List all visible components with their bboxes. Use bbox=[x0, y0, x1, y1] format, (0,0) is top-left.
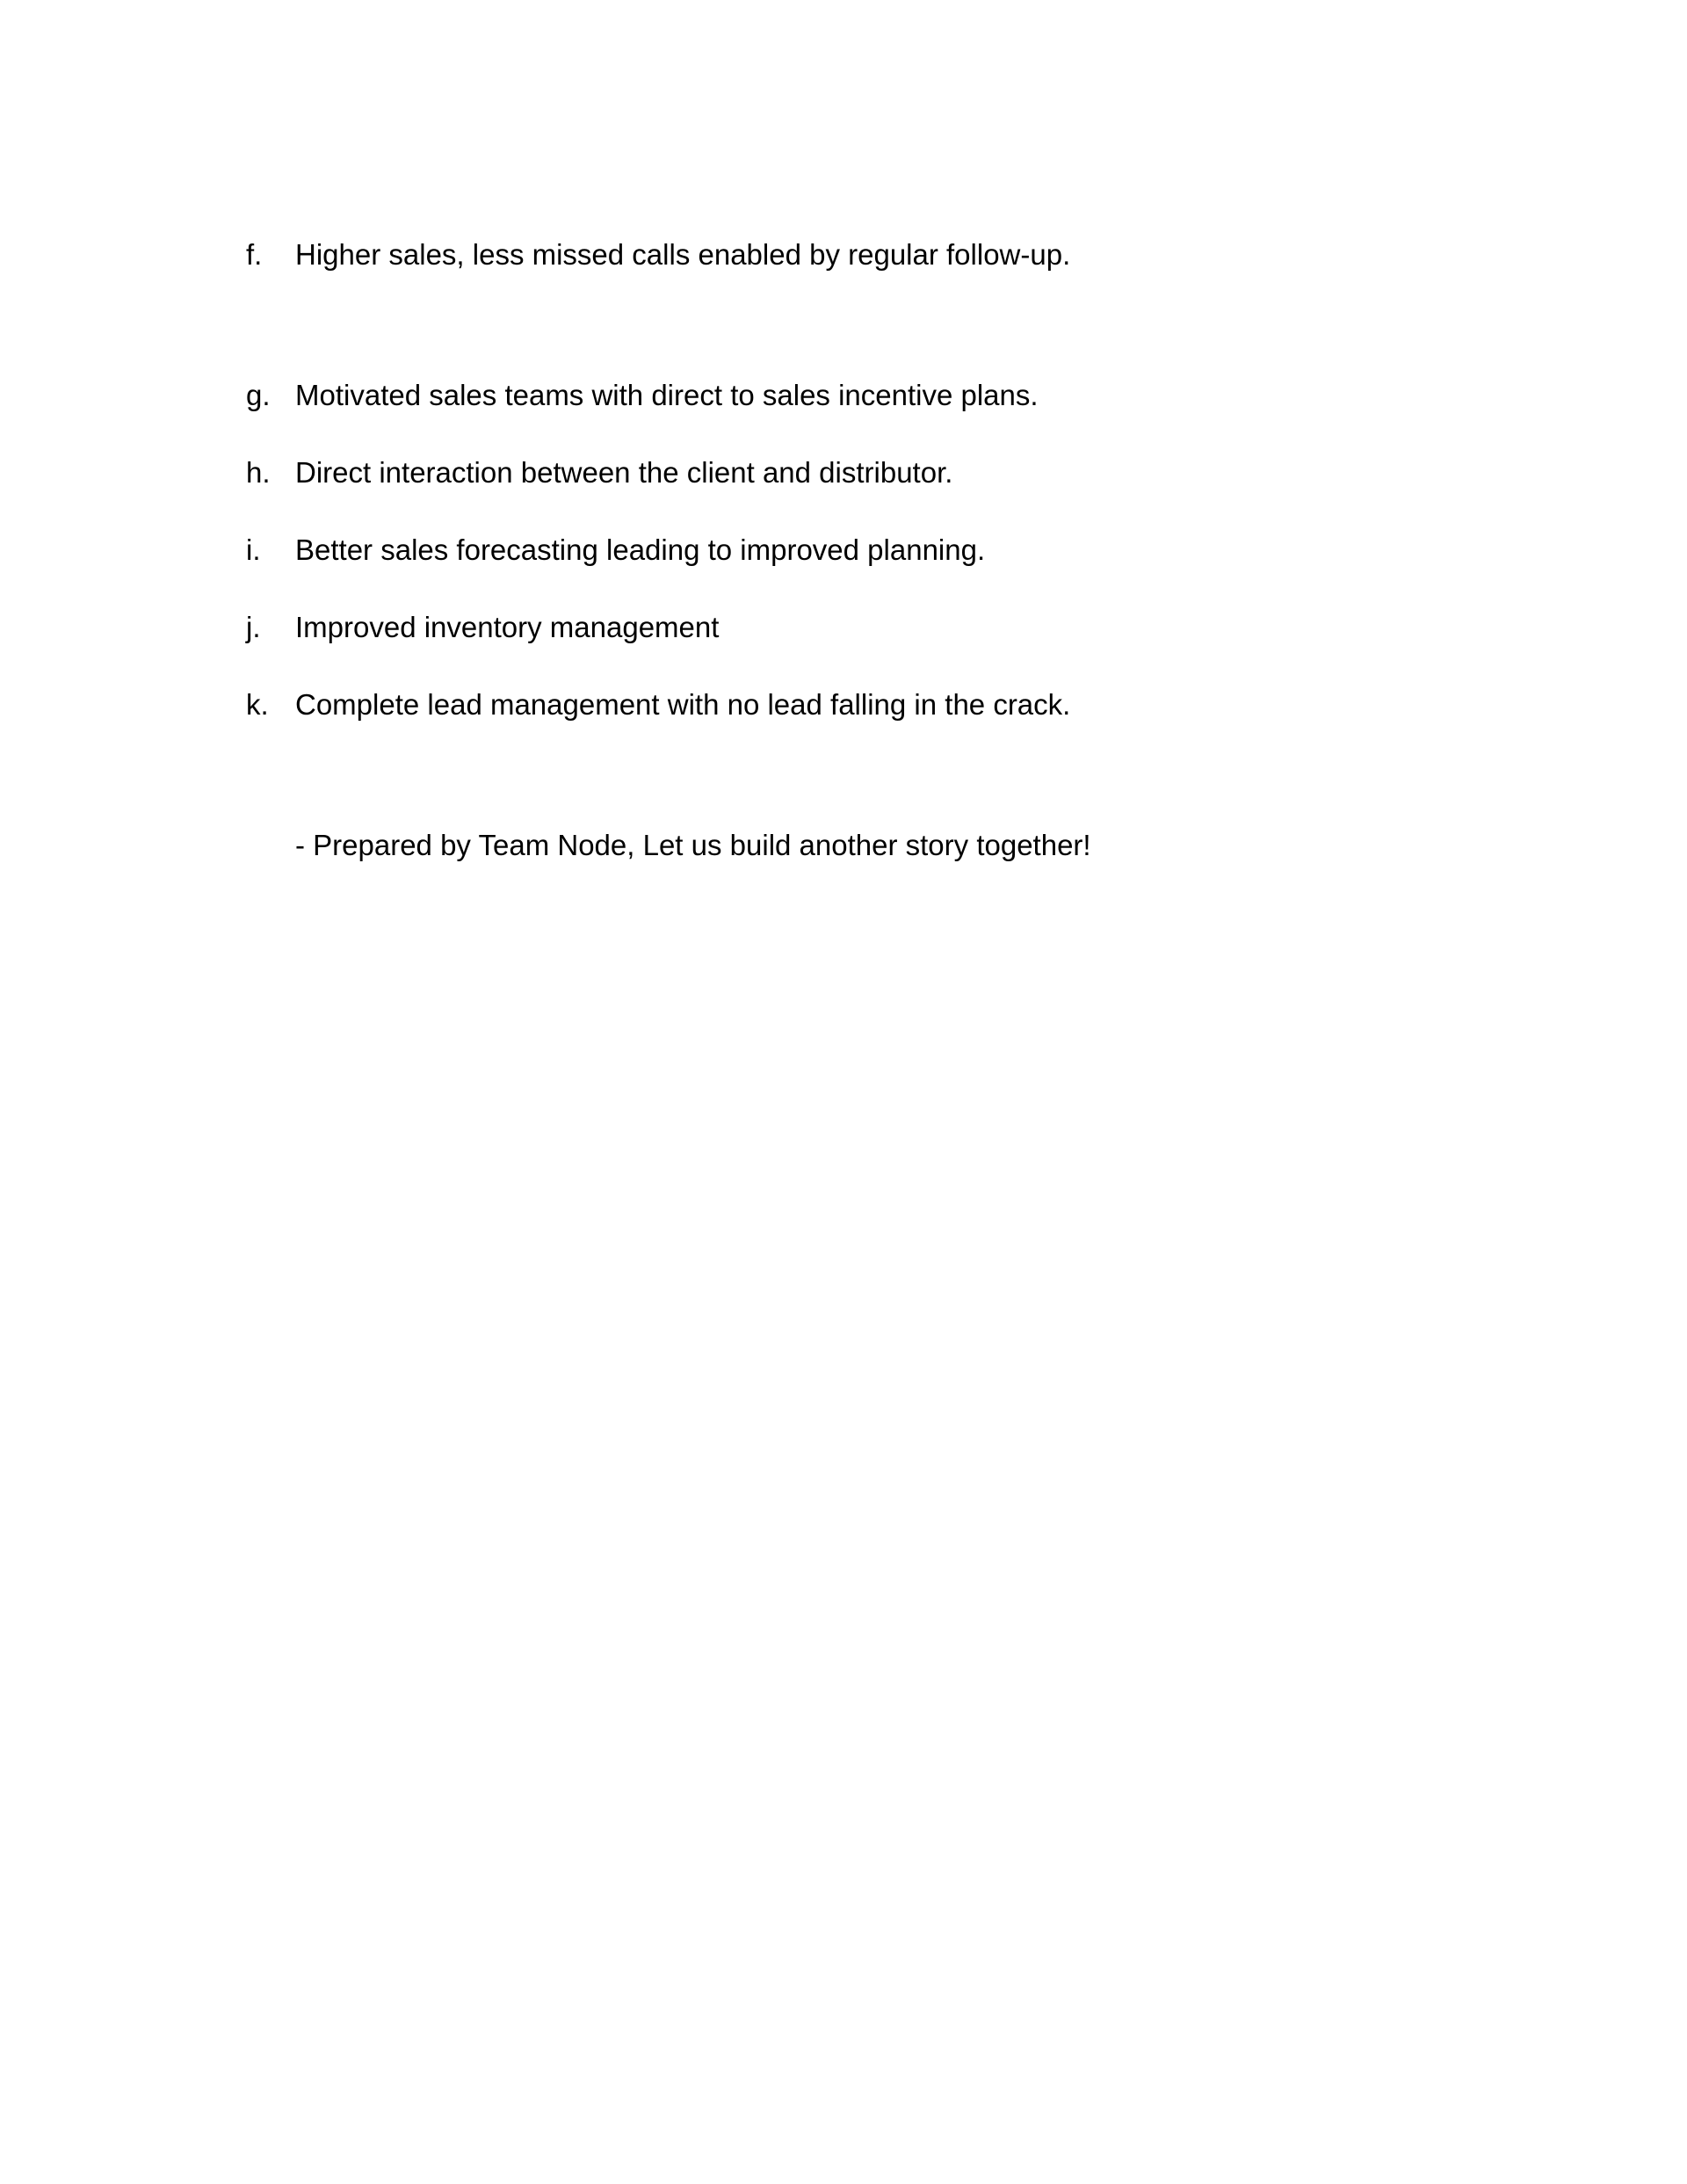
list-marker: h. bbox=[246, 456, 271, 489]
list-item-text: Improved inventory management bbox=[295, 611, 720, 643]
signature-line: - Prepared by Team Node, Let us build another story together! bbox=[295, 829, 1091, 861]
list-marker: f. bbox=[246, 238, 263, 271]
list-marker: k. bbox=[246, 688, 269, 721]
list-marker: j. bbox=[246, 611, 261, 643]
list-item-text: Motivated sales teams with direct to sales incentive plans. bbox=[295, 379, 1039, 411]
list-marker: i. bbox=[246, 533, 261, 566]
list-item-text: Complete lead management with no lead falling in the crack. bbox=[295, 688, 1071, 721]
list-item-text: Higher sales, less missed calls enabled by regular follow-up. bbox=[295, 238, 1071, 271]
list-marker: g. bbox=[246, 379, 271, 411]
list-item-text: Better sales forecasting leading to improved planning. bbox=[295, 533, 986, 566]
list-item-text: Direct interaction between the client and distributor. bbox=[295, 456, 953, 489]
